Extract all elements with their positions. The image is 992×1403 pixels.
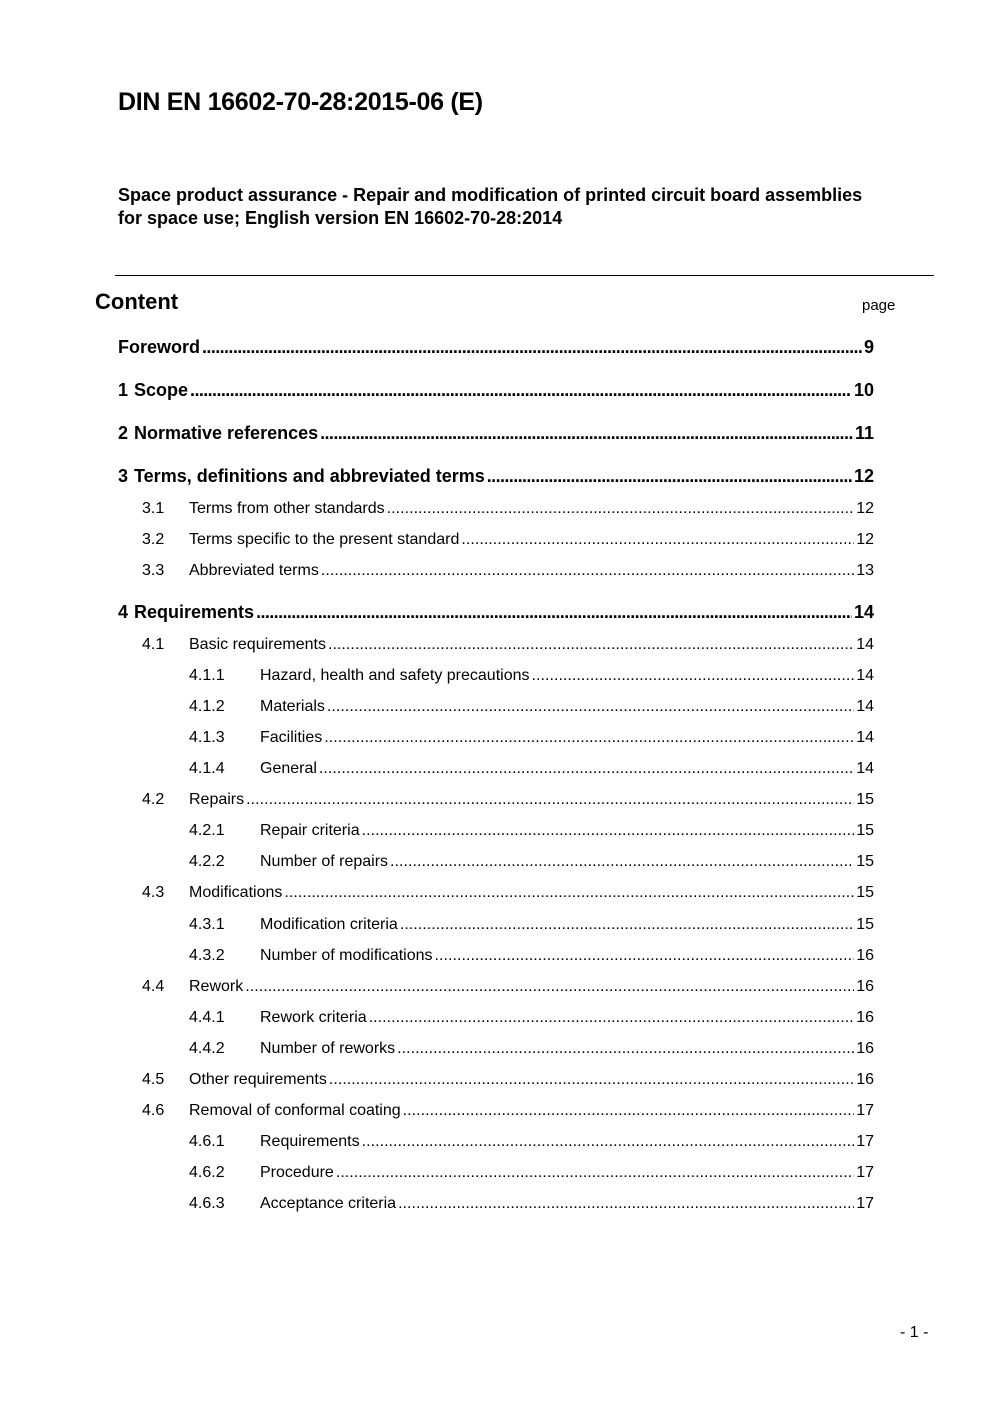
- toc-entry-page: 14: [853, 602, 874, 622]
- dot-leader: [327, 698, 854, 716]
- toc-entry-page: 12: [856, 500, 874, 517]
- toc-entry[interactable]: [189, 853, 874, 879]
- toc-entry-page: 17: [856, 1102, 874, 1119]
- dot-leader: [400, 916, 854, 934]
- toc-entry-title: Number of repairs: [260, 853, 389, 870]
- dot-leader: [397, 1040, 854, 1058]
- toc-entry-title: Modification criteria: [260, 916, 398, 933]
- toc-entry-page: 17: [856, 1133, 874, 1150]
- toc-entry-page: 11: [854, 423, 874, 443]
- toc-entry-title: General: [260, 760, 317, 777]
- toc-entry[interactable]: [189, 698, 874, 724]
- dot-leader: [398, 1195, 854, 1213]
- toc-entry-page: 17: [856, 1195, 874, 1212]
- toc-entry-number: 4.6: [142, 1102, 165, 1119]
- toc-entry-title: Repairs: [189, 791, 245, 808]
- toc-entry-title: Number of reworks: [260, 1040, 396, 1057]
- toc-entry-number: 4.4.1: [189, 1009, 225, 1026]
- toc-entry-number: 4.4.2: [189, 1040, 225, 1057]
- toc-entry-title: Terms, definitions and abbreviated terms: [134, 466, 485, 486]
- toc-entry-title: Modifications: [189, 884, 283, 901]
- toc-entry-title: Number of modifications: [260, 947, 433, 964]
- toc-entry[interactable]: [142, 884, 874, 910]
- toc-entry[interactable]: [142, 1102, 874, 1128]
- toc-page-column-label: page: [862, 297, 896, 314]
- toc-entry-page: 17: [856, 1164, 874, 1181]
- dot-leader: [246, 791, 854, 809]
- toc-entry[interactable]: [142, 531, 874, 557]
- dot-leader: [369, 1009, 855, 1027]
- toc-entry[interactable]: [118, 466, 874, 492]
- toc-entry-number: 3.3: [142, 562, 165, 579]
- toc-entry-number: 4.2.1: [189, 822, 225, 839]
- toc-entry-page: 14: [856, 667, 874, 684]
- dot-leader: [202, 337, 862, 358]
- dot-leader: [256, 602, 852, 623]
- toc-entry-title: Rework criteria: [260, 1009, 367, 1026]
- toc-entry-page: 15: [856, 822, 874, 839]
- toc-entry-number: 3: [118, 466, 129, 486]
- toc-entry-title: Hazard, health and safety precautions: [260, 667, 530, 684]
- toc-entry-title: Materials: [260, 698, 325, 715]
- toc-entry-number: 4.6.2: [189, 1164, 225, 1181]
- dot-leader: [324, 729, 854, 747]
- dot-leader: [387, 500, 855, 518]
- toc-entry-number: 4.6.3: [189, 1195, 225, 1212]
- toc-entry[interactable]: [118, 423, 874, 449]
- document-id: DIN EN 16602-70-28:2015-06 (E): [118, 88, 483, 116]
- toc-entry-title: Basic requirements: [189, 636, 326, 653]
- toc-entry[interactable]: [118, 337, 874, 363]
- toc-entry-page: 14: [856, 760, 874, 777]
- toc-entry[interactable]: [142, 978, 874, 1004]
- toc-entry-page: 15: [856, 916, 874, 933]
- toc-entry[interactable]: [142, 1071, 874, 1097]
- dot-leader: [362, 1133, 855, 1151]
- toc-entry[interactable]: [142, 562, 874, 588]
- toc-entry-title: Terms from other standards: [189, 500, 385, 517]
- toc-entry-title: Scope: [134, 380, 189, 400]
- toc-entry[interactable]: [189, 729, 874, 755]
- toc-entry-title: Foreword: [118, 337, 201, 357]
- dot-leader: [328, 636, 854, 654]
- toc-entry[interactable]: [118, 380, 874, 406]
- toc-entry[interactable]: [142, 636, 874, 662]
- toc-entry-number: 3.2: [142, 531, 165, 548]
- toc-entry[interactable]: [189, 1040, 874, 1066]
- toc-entry-title: Rework: [189, 978, 244, 995]
- toc-entry-page: 12: [856, 531, 874, 548]
- toc-entry-number: 4.6.1: [189, 1133, 225, 1150]
- toc-entry[interactable]: [189, 1195, 874, 1221]
- toc-entry[interactable]: [142, 791, 874, 817]
- dot-leader: [435, 947, 855, 965]
- toc-entry[interactable]: [189, 667, 874, 693]
- toc-entry-page: 15: [856, 884, 874, 901]
- dot-leader: [362, 822, 855, 840]
- toc-entry-page: 16: [856, 1071, 874, 1088]
- toc-entry-page: 14: [856, 636, 874, 653]
- toc-entry-page: 12: [853, 466, 874, 486]
- toc-entry-page: 14: [856, 729, 874, 746]
- dot-leader: [329, 1071, 854, 1089]
- dot-leader: [487, 466, 852, 487]
- toc-entry-number: 4.3.1: [189, 916, 225, 933]
- toc-entry-page: 16: [856, 978, 874, 995]
- toc-entry-title: Abbreviated terms: [189, 562, 319, 579]
- toc-entry[interactable]: [189, 760, 874, 786]
- toc-entry-title: Repair criteria: [260, 822, 360, 839]
- toc-entry-title: Normative references: [134, 423, 319, 443]
- dot-leader: [390, 853, 854, 871]
- toc-entry-number: 4.3: [142, 884, 165, 901]
- page-number: - 1 -: [900, 1324, 929, 1341]
- toc-entry-number: 4.2: [142, 791, 165, 808]
- toc-entry[interactable]: [189, 822, 874, 848]
- toc-entry-number: 4.1: [142, 636, 165, 653]
- toc-entry-title: Requirements: [134, 602, 255, 622]
- toc-entry-number: 4.1.3: [189, 729, 225, 746]
- toc-entry-number: 4.2.2: [189, 853, 225, 870]
- dot-leader: [336, 1164, 854, 1182]
- dot-leader: [461, 531, 854, 549]
- toc-heading: Content: [95, 289, 179, 314]
- dot-leader: [403, 1102, 855, 1120]
- toc-entry-title: Acceptance criteria: [260, 1195, 397, 1212]
- toc-entry[interactable]: [142, 500, 874, 526]
- toc-entry-page: 16: [856, 1009, 874, 1026]
- toc-entry-page: 10: [853, 380, 874, 400]
- toc-entry-title: Removal of conformal coating: [189, 1102, 401, 1119]
- toc-entry-number: 4: [118, 602, 129, 622]
- toc-entry-title: Requirements: [260, 1133, 360, 1150]
- toc-entry-title: Terms specific to the present standard: [189, 531, 460, 548]
- toc-entry-title: Procedure: [260, 1164, 334, 1181]
- toc-entry-title: Other requirements: [189, 1071, 327, 1088]
- dot-leader: [320, 423, 853, 444]
- dot-leader: [284, 884, 854, 902]
- toc-entry-number: 4.3.2: [189, 947, 225, 964]
- toc-entry-number: 4.1.1: [189, 667, 225, 684]
- dot-leader: [319, 760, 854, 778]
- toc-entry[interactable]: [189, 947, 874, 973]
- toc-entry-page: 16: [856, 1040, 874, 1057]
- toc-entry-page: 13: [856, 562, 874, 579]
- toc-entry-page: 15: [856, 791, 874, 808]
- toc-entry-number: 4.1.4: [189, 760, 225, 777]
- dot-leader: [190, 380, 852, 401]
- dot-leader: [321, 562, 854, 580]
- toc-entry[interactable]: [189, 916, 874, 942]
- toc-entry[interactable]: [189, 1133, 874, 1159]
- toc-entry-number: 4.1.2: [189, 698, 225, 715]
- dot-leader: [245, 978, 854, 996]
- dot-leader: [532, 667, 855, 685]
- toc-entry-page: 14: [856, 698, 874, 715]
- toc-entry-number: 4.4: [142, 978, 165, 995]
- toc-entry-page: 9: [863, 337, 874, 357]
- toc-entry[interactable]: [189, 1164, 874, 1190]
- toc-entry-title: Facilities: [260, 729, 323, 746]
- toc-entry[interactable]: [189, 1009, 874, 1035]
- toc-entry-number: 2: [118, 423, 129, 443]
- toc-entry[interactable]: [118, 602, 874, 628]
- toc-entry-page: 16: [856, 947, 874, 964]
- toc-entry-number: 3.1: [142, 500, 165, 517]
- toc-entry-number: 1: [118, 380, 129, 400]
- toc-entry-page: 15: [856, 853, 874, 870]
- document-title: Space product assurance - Repair and modification of printed circuit board assemblies for space use; English version EN 16602-70-28:2014: [118, 185, 863, 228]
- toc-entry-number: 4.5: [142, 1071, 165, 1088]
